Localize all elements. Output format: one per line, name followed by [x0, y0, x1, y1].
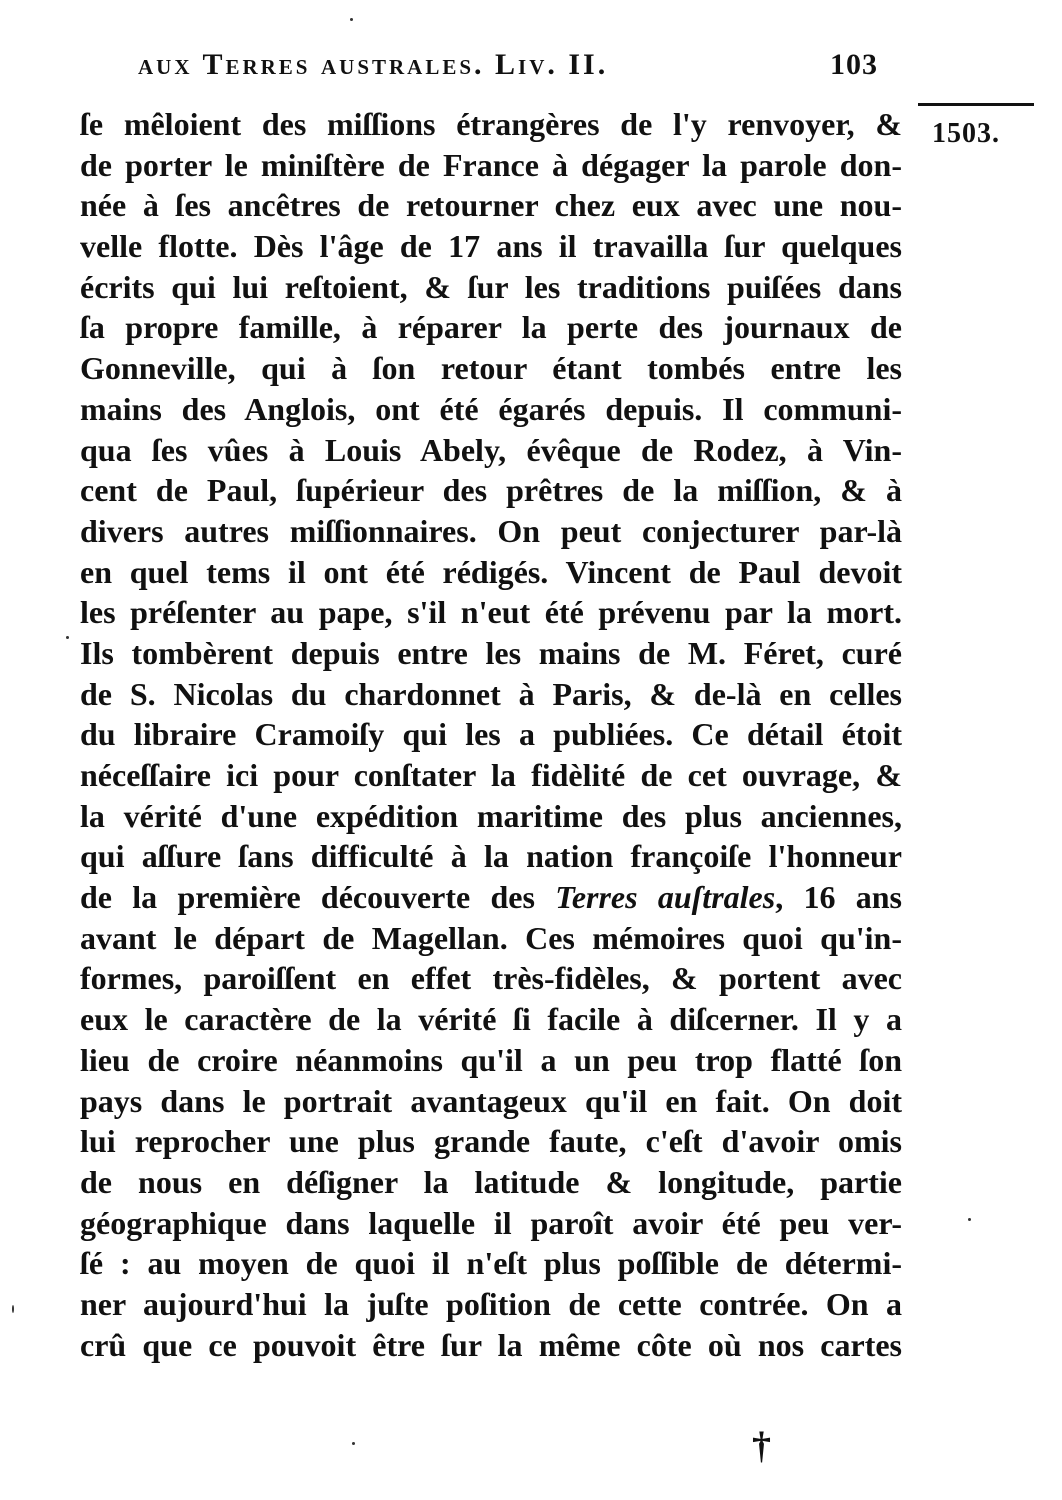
text-line: écrits qui lui reſtoient, & ſur les traditions puiſées dans: [80, 268, 902, 305]
text-line: néceſſaire ici pour conſtater la fidèlité de cet ouvrage, &: [80, 757, 902, 793]
text-line: cent de Paul, ſupérieur des prêtres de la miſſion, & à: [80, 472, 902, 509]
text-line: de porter le miniſtère de France à dégager la parole don-: [80, 146, 902, 183]
text-line: les préſenter au pape, s'il n'eut été prévenu par la mort.: [80, 594, 902, 631]
text-line: mains des Anglois, ont été égarés depuis. Il communi-: [80, 390, 902, 427]
text-line: pays dans le portrait avantageux qu'il en fait. On doit: [80, 1082, 902, 1119]
print-speck: [350, 18, 353, 21]
text-line-with-italic: [80, 877, 902, 918]
running-head-title: aux Terres australes. Liv. II.: [138, 48, 609, 81]
text-line: en quel tems il ont été rédigés. Vincent de Paul devoit: [80, 553, 902, 590]
text-segment: , 16 ans: [775, 879, 903, 916]
text-line: lui reprocher une plus grande faute, c'eſt d'avoir omis: [80, 1123, 902, 1160]
text-line: Gonneville, qui à ſon retour étant tombés entre les: [80, 350, 902, 387]
text-line: de nous en déſigner la latitude & longitude, partie: [80, 1163, 902, 1200]
text-line: eux le caractère de la vérité ſi facile à diſcerner. Il y a: [80, 1001, 902, 1038]
text-line: formes, paroiſſent en effet très-fidèles, & portent avec: [80, 960, 902, 997]
body-text: [80, 104, 902, 1365]
text-line: qua ſes vûes à Louis Abely, évêque de Rodez, à Vin-: [80, 431, 902, 468]
text-segment: de la première découverte des: [80, 879, 556, 916]
catchword-dagger: †: [752, 1425, 771, 1467]
text-line: la vérité d'une expédition maritime des plus anciennes,: [80, 797, 902, 834]
text-line: ſa propre famille, à réparer la perte des journaux de: [80, 309, 902, 346]
text-line: ner aujourd'hui la juſte poſition de cette contrée. On a: [80, 1285, 902, 1322]
margin-date-note: 1503.: [932, 118, 1000, 149]
text-line: qui aſſure ſans difficulté à la nation françoiſe l'honneur: [80, 838, 902, 875]
text-line: géographique dans laquelle il paroît avoir été peu ver-: [80, 1204, 902, 1241]
text-line: de S. Nicolas du chardonnet à Paris, & de-là en celles: [80, 675, 902, 712]
text-line: crû que ce pouvoit être ſur la même côte où nos cartes: [80, 1326, 902, 1363]
text-line: Ils tombèrent depuis entre les mains de M. Féret, curé: [80, 634, 902, 671]
margin-rule: [918, 103, 1034, 106]
print-speck: [12, 1305, 14, 1313]
text-line: du libraire Cramoiſy qui les a publiées. Ce détail étoit: [80, 716, 902, 753]
text-line: avant le départ de Magellan. Ces mémoires quoi qu'in-: [80, 919, 902, 956]
text-line: divers autres miſſionnaires. On peut conjecturer par-là: [80, 512, 902, 549]
page-number: 103: [830, 48, 878, 81]
italic-title-terres-australes: Terres auſtrales: [555, 879, 776, 916]
print-speck: [352, 1442, 355, 1445]
running-head: [138, 48, 878, 92]
text-line: née à ſes ancêtres de retourner chez eux avec une nou-: [80, 187, 902, 224]
text-line: ſé : au moyen de quoi il n'eſt plus poſſible de détermi-: [80, 1245, 902, 1282]
text-line: lieu de croire néanmoins qu'il a un peu trop flatté ſon: [80, 1041, 902, 1078]
text-line: velle flotte. Dès l'âge de 17 ans il travailla ſur quelques: [80, 228, 902, 265]
print-speck: [66, 636, 69, 639]
text-line: ſe mêloient des miſſions étrangères de l'y renvoyer, &: [80, 106, 902, 142]
print-speck: [968, 1218, 971, 1221]
